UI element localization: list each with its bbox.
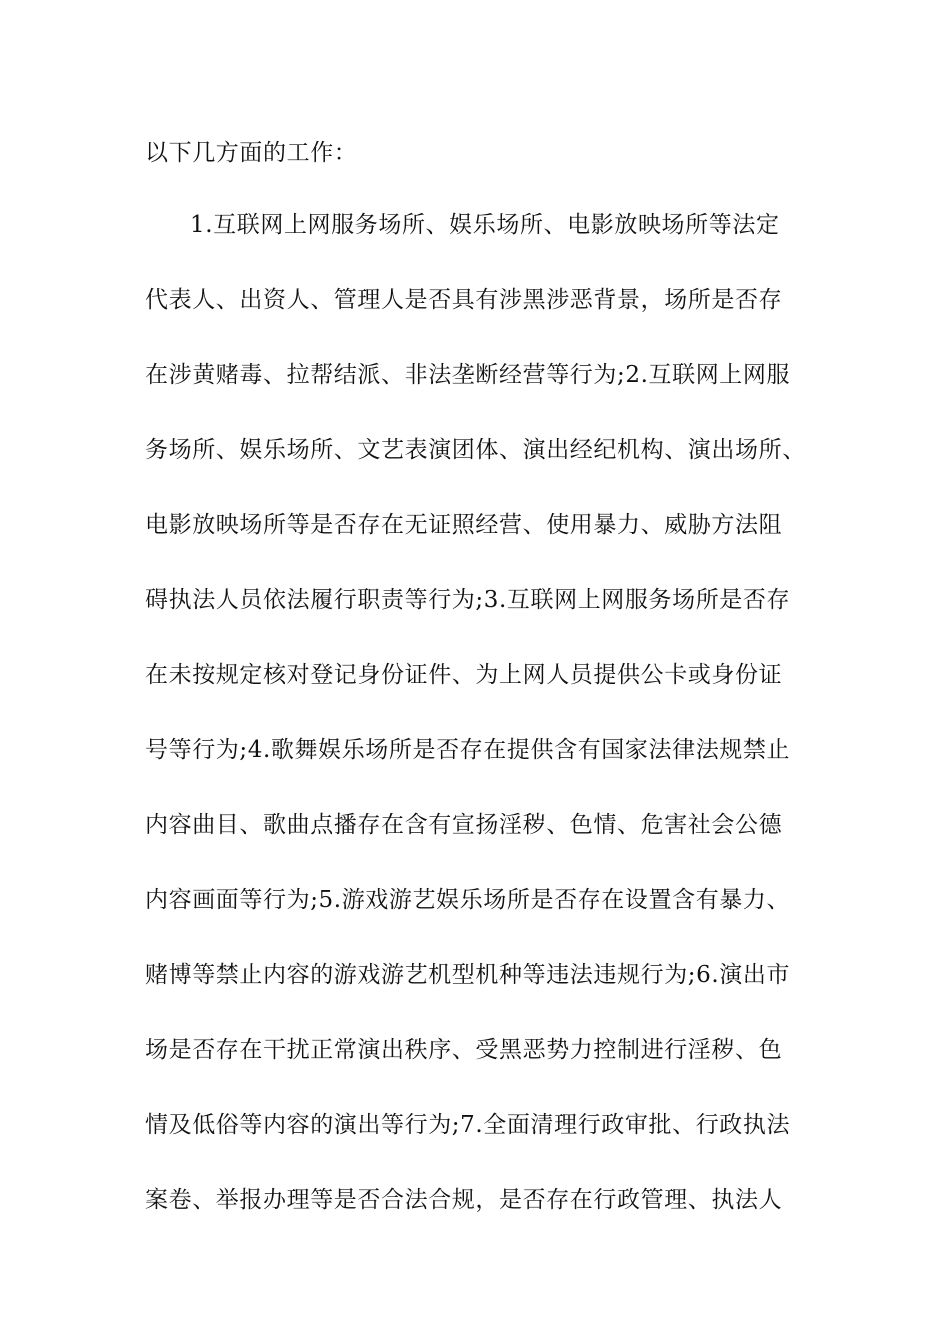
text-line-15: 案卷、举报办理等是否合法合规，是否存在行政管理、执法人 — [145, 1187, 783, 1213]
text-line-3: 代表人、出资人、管理人是否具有涉黑涉恶背景，场所是否存 — [145, 287, 783, 313]
text-line-5: 务场所、娱乐场所、文艺表演团体、演出经纪机构、演出场所、 — [145, 437, 806, 463]
text-line-11: 内容画面等行为;5.游戏游艺娱乐场所是否存在设置含有暴力、 — [145, 887, 791, 913]
text-line-6: 电影放映场所等是否存在无证照经营、使用暴力、威胁方法阻 — [145, 512, 783, 538]
text-line-9: 号等行为;4.歌舞娱乐场所是否存在提供含有国家法律法规禁止 — [145, 737, 791, 763]
text-line-7: 碍执法人员依法履行职责等行为;3.互联网上网服务场所是否存 — [145, 587, 791, 613]
text-line-1: 以下几方面的工作： — [145, 140, 358, 166]
text-line-10: 内容曲目、歌曲点播存在含有宣扬淫秽、色情、危害社会公德 — [145, 812, 783, 838]
text-line-12: 赌博等禁止内容的游戏游艺机型机种等违法违规行为;6.演出市 — [145, 962, 791, 988]
text-line-14: 情及低俗等内容的演出等行为;7.全面清理行政审批、行政执法 — [145, 1112, 791, 1138]
text-line-4: 在涉黄赌毒、拉帮结派、非法垄断经营等行为;2.互联网上网服 — [145, 362, 791, 388]
text-line-13: 场是否存在干扰正常演出秩序、受黑恶势力控制进行淫秽、色 — [145, 1037, 783, 1063]
text-line-2: 1.互联网上网服务场所、娱乐场所、电影放映场所等法定 — [190, 212, 780, 238]
text-line-8: 在未按规定核对登记身份证件、为上网人员提供公卡或身份证 — [145, 662, 783, 688]
